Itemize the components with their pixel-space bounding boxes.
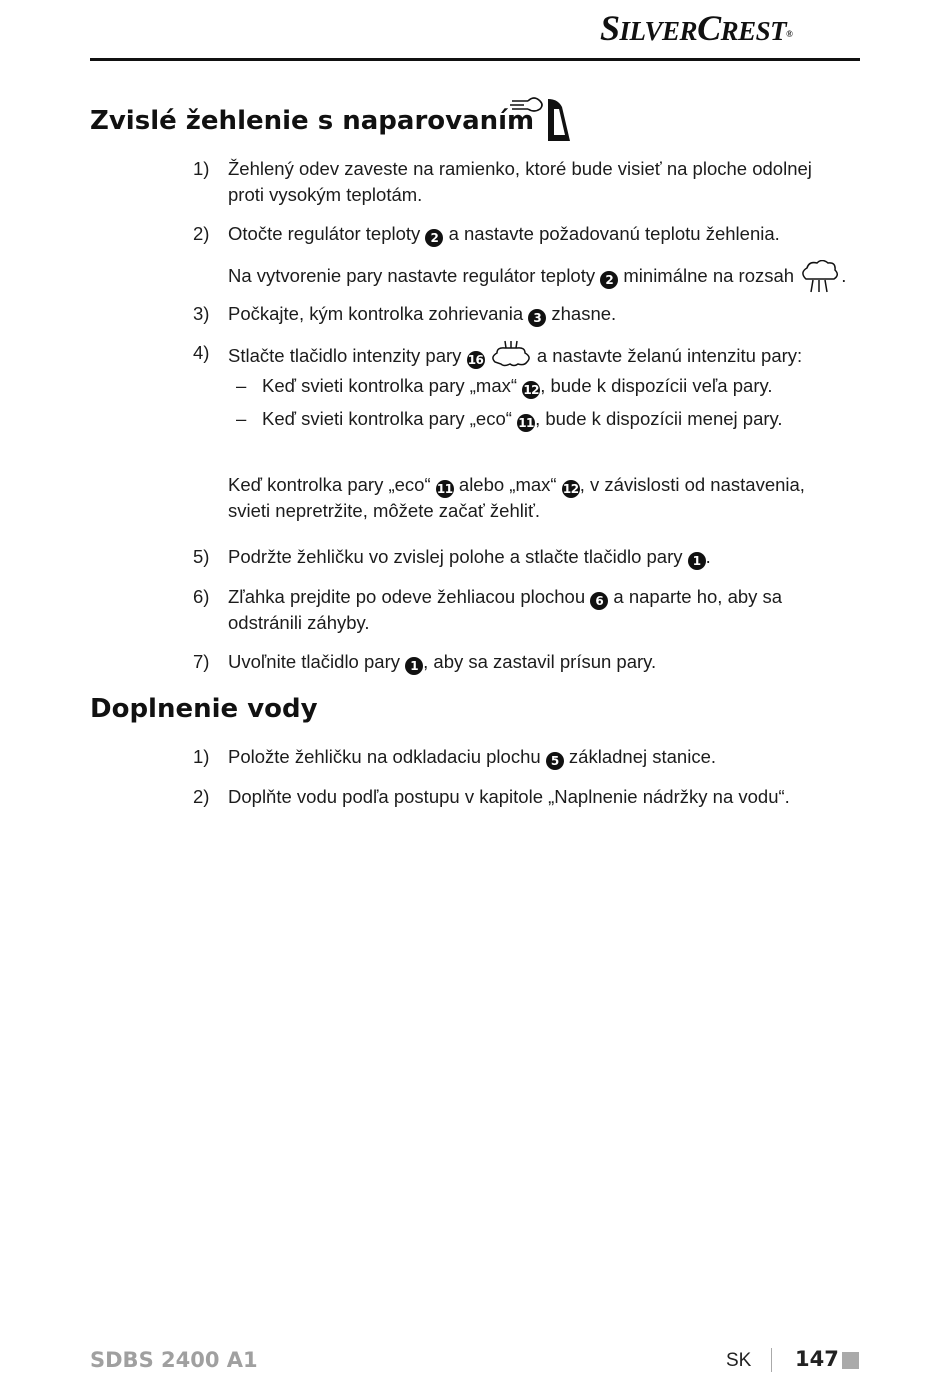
step-text: Zľahka prejdite po odeve žehliacou plochou 6 a naparte ho, aby sa — [228, 586, 783, 608]
step-number: 6) — [193, 586, 210, 607]
bullet-text: Keď svieti kontrolka pary „eco“ 11, bude k dispozícii menej pary. — [262, 408, 783, 430]
step-text: proti vysokým teplotám. — [228, 184, 423, 205]
step-number: 1) — [193, 158, 210, 179]
step-number: 3) — [193, 303, 210, 324]
step-number: 4) — [193, 342, 210, 363]
step-text: Stlačte tlačidlo intenzity pary 16 a nastavte želanú intenzitu pary: — [228, 340, 802, 374]
step-text: Otočte regulátor teploty 2 a nastavte požadovanú teplotu žehlenia. — [228, 223, 780, 245]
bullet-dash: – — [236, 375, 247, 396]
steam-intensity-icon — [490, 340, 532, 374]
step-number: 2) — [193, 223, 210, 244]
footer-square-marker — [842, 1352, 859, 1369]
part-number-badge: 1 — [688, 552, 706, 570]
steam-icon — [510, 98, 542, 111]
step-text: odstránili záhyby. — [228, 612, 370, 633]
logo-letters: ILVER — [619, 16, 698, 46]
step-number: 5) — [193, 546, 210, 567]
iron-icon — [548, 99, 570, 141]
part-number-badge: 2 — [425, 229, 443, 247]
brand-logo — [600, 6, 860, 50]
section-title-vertical-steam: Zvislé žehlenie s naparovaním — [90, 106, 535, 136]
part-number-badge: 12 — [523, 383, 540, 397]
part-number-badge: 1 — [405, 657, 423, 675]
bullet-dash: – — [236, 408, 247, 429]
steam-cloud-icon — [799, 260, 841, 294]
step-text: Doplňte vodu podľa postupu v kapitole „Naplnenie nádržky na vodu“. — [228, 786, 790, 807]
footer-divider — [771, 1348, 772, 1372]
logo-letter: C — [697, 8, 721, 48]
step-number: 7) — [193, 651, 210, 672]
step-text: Počkajte, kým kontrolka zohrievania 3 zhasne. — [228, 303, 617, 325]
bullet-text: Keď svieti kontrolka pary „max“ 12, bude k dispozícii veľa pary. — [262, 375, 773, 397]
step-text: Na vytvorenie pary nastavte regulátor teploty 2 minimálne na rozsah . — [228, 260, 846, 294]
part-number-badge: 5 — [546, 752, 564, 770]
logo-letters: REST — [720, 16, 787, 46]
part-number-badge: 16 — [467, 352, 484, 367]
part-number-badge: 2 — [600, 271, 618, 289]
step-number: 2) — [193, 786, 210, 807]
part-number-badge: 12 — [562, 482, 579, 496]
page-number: 147 — [795, 1347, 839, 1371]
part-number-badge: 3 — [528, 309, 546, 327]
note-text: svieti nepretržite, môžete začať žehliť. — [228, 500, 541, 521]
section-title-refill-water: Doplnenie vody — [90, 694, 318, 724]
footer-model: SDBS 2400 A1 — [90, 1348, 258, 1372]
logo-letter: S — [600, 8, 620, 48]
header-rule — [90, 58, 860, 61]
note-text: Keď kontrolka pary „eco“ 11 alebo „max“ 12, v závislosti od nastavenia, — [228, 474, 805, 496]
footer-language: SK — [726, 1350, 752, 1371]
step-text: Podržte žehličku vo zvislej polohe a stlačte tlačidlo pary 1 . — [228, 546, 711, 568]
steam-iron-icons — [508, 93, 574, 143]
step-text: Uvoľnite tlačidlo pary 1 , aby sa zastavil prísun pary. — [228, 651, 657, 673]
step-number: 1) — [193, 746, 210, 767]
step-text: Žehlený odev zaveste na ramienko, ktoré bude visieť na ploche odolnej — [228, 158, 812, 179]
part-number-badge: 11 — [436, 482, 453, 496]
registered-mark: ® — [786, 29, 793, 39]
part-number-badge: 6 — [590, 592, 608, 610]
part-number-badge: 11 — [518, 416, 534, 430]
step-text: Položte žehličku na odkladaciu plochu 5 základnej stanice. — [228, 746, 716, 768]
